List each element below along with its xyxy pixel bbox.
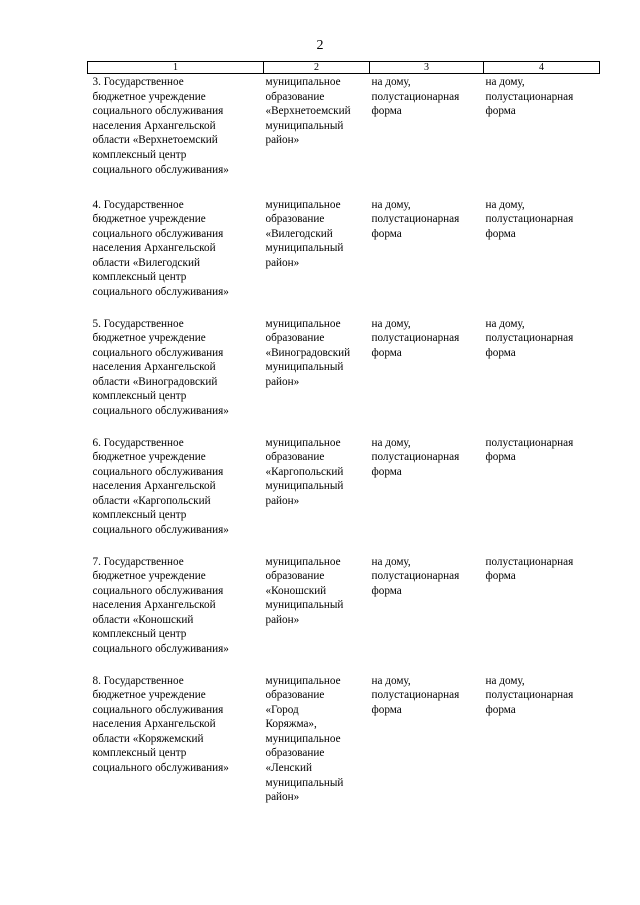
form-cell-col3 — [370, 197, 484, 316]
organization-name: 6. Государственное бюджетное учреждение социального обслуживания населения Архангельской области «Каргопольский комплексный центр социального обслуживания» — [92, 436, 229, 537]
column-header-3: 3 — [370, 62, 484, 74]
service-form-col3: на дому, полустационарная форма — [371, 674, 460, 716]
organization-name: 4. Государственное бюджетное учреждение социального обслуживания населения Архангельской области «Вилегодский комплексный центр социального обслуживания» — [92, 198, 229, 299]
organization-name: 7. Государственное бюджетное учреждение социального обслуживания населения Архангельской области «Коношский комплексный центр социального обслуживания» — [92, 555, 229, 656]
service-form-col3: на дому, полустационарная форма — [371, 76, 460, 118]
form-cell-col4 — [484, 435, 600, 554]
organization-name: 3. Государственное бюджетное учреждение социального обслуживания населения Архангельской области «Верхнетоемский комплексный центр социального обслуживания» — [92, 76, 229, 176]
table-row — [88, 554, 600, 673]
form-cell-col3 — [370, 435, 484, 554]
table-row — [88, 435, 600, 554]
table-body — [88, 74, 600, 805]
municipality-name: муниципальное образование «Каргопольский муниципальный район» — [265, 436, 344, 507]
service-form-col4: на дому, полустационарная форма — [485, 76, 574, 118]
table-row — [88, 316, 600, 435]
municipality-name: муниципальное образование «Коношский муниципальный район» — [265, 555, 344, 626]
service-form-col4: на дому, полустационарная форма — [485, 198, 574, 240]
table-row — [88, 74, 600, 197]
municipality-cell — [264, 554, 370, 673]
service-form-col3: на дому, полустационарная форма — [371, 555, 460, 597]
organization-cell — [88, 673, 264, 805]
service-form-col3: на дому, полустационарная форма — [371, 436, 460, 478]
table-header — [88, 62, 600, 74]
organization-name: 5. Государственное бюджетное учреждение социального обслуживания населения Архангельской области «Виноградовский комплексный центр социального обслуживания» — [92, 317, 229, 418]
column-header-4: 4 — [484, 62, 600, 74]
form-cell-col4 — [484, 197, 600, 316]
form-cell-col3 — [370, 554, 484, 673]
header-row — [88, 62, 600, 74]
organization-cell — [88, 74, 264, 197]
municipality-cell — [264, 74, 370, 197]
organization-cell — [88, 197, 264, 316]
form-cell-col3 — [370, 316, 484, 435]
organization-cell — [88, 554, 264, 673]
municipality-name: муниципальное образование «Город Коряжма», муниципальное образование «Ленский муниципальный район» — [265, 674, 344, 804]
column-header-2: 2 — [264, 62, 370, 74]
organization-cell — [88, 316, 264, 435]
table-row — [88, 673, 600, 805]
municipality-cell — [264, 673, 370, 805]
form-cell-col4 — [484, 673, 600, 805]
organization-name: 8. Государственное бюджетное учреждение социального обслуживания населения Архангельской области «Коряжемский комплексный центр социального обслуживания» — [92, 674, 229, 775]
municipality-name: муниципальное образование «Виноградовский муниципальный район» — [265, 317, 351, 388]
municipality-name: муниципальное образование «Вилегодский муниципальный район» — [265, 198, 344, 269]
organization-cell — [88, 435, 264, 554]
service-form-col3: на дому, полустационарная форма — [371, 317, 460, 359]
table-row — [88, 197, 600, 316]
municipality-cell — [264, 316, 370, 435]
column-header-1: 1 — [88, 62, 264, 74]
service-form-col4: на дому, полустационарная форма — [485, 674, 574, 716]
page-number: 2 — [316, 38, 324, 53]
form-cell-col3 — [370, 74, 484, 197]
form-cell-col4 — [484, 316, 600, 435]
form-cell-col4 — [484, 74, 600, 197]
service-form-col4: полустационарная форма — [485, 436, 574, 464]
municipality-cell — [264, 197, 370, 316]
service-form-col4: полустационарная форма — [485, 555, 574, 583]
form-cell-col4 — [484, 554, 600, 673]
services-table — [87, 61, 600, 805]
municipality-name: муниципальное образование «Верхнетоемский муниципальный район» — [265, 76, 351, 147]
municipality-cell — [264, 435, 370, 554]
service-form-col4: на дому, полустационарная форма — [485, 317, 574, 359]
form-cell-col3 — [370, 673, 484, 805]
service-form-col3: на дому, полустационарная форма — [371, 198, 460, 240]
